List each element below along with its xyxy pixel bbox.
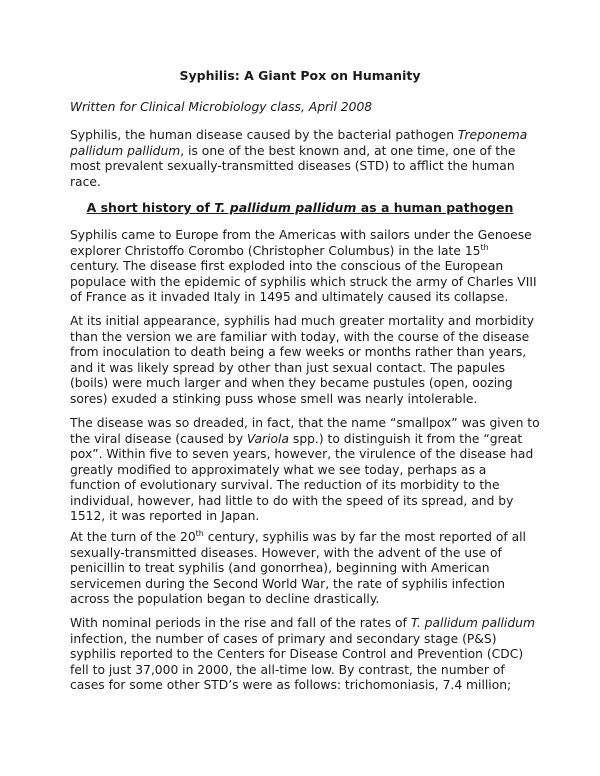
intro-paragraph: Syphilis, the human disease caused by the bacterial pathogen Treponema pallidum pallidum, is one of the best known and, at one time, one of the most prevalent sexually-transmitted diseases (STD) to afflict the human race.	[70, 128, 528, 189]
section-heading: A short history of T. pallidum pallidum as a human pathogen	[86, 200, 514, 215]
history-paragraph-2: At its initial appearance, syphilis had much greater mortality and morbidity than the version we are familiar with today, with the course of the disease from inoculation to death being a few weeks or months rather than years, and it was likely spread by other than just sexual contact. The papules (boils) were much larger and when they became pustules (open, oozing sores) exuded a stinking puss whose smell was nearly intolerable.	[70, 314, 535, 406]
history-paragraph-4: At the turn of the 20th century, syphilis was by far the most reported of all sexually-transmitted diseases. However, with the advent of the use of penicillin to treat syphilis (and gonorrhea), beginning with American servicemen during the Second World War, the rate of syphilis infection across the population began to decline drastically.	[70, 529, 526, 606]
document-subtitle: Written for Clinical Microbiology class, April 2008	[70, 100, 373, 114]
species-name: Treponema pallidum pallidum	[70, 128, 528, 158]
history-paragraph-5: With nominal periods in the rise and fall of the rates of T. pallidum pallidum infection, the number of cases of primary and secondary stage (P&S) syphilis reported to the Centers for Disease Control and Prevention (CDC) fell to just 37,000 in 2000, the all-time low. By contrast, the number of cases for some other STD’s were as follows: trichomoniasis, 7.4 million;	[70, 616, 535, 692]
history-paragraph-3: The disease was so dreaded, in fact, that the name “smallpox” was given to the viral disease (caused by Variola spp.) to distinguish it from the “great pox”. Within five to seven years, however, the virulence of the disease had greatly modified to approximately what we see today, perhaps as a function of evolutionary survival. The reduction of its morbidity to the individual, however, had little to do with the speed of its spread, and by 1512, it was reported in Japan.	[70, 416, 540, 523]
document-title: Syphilis: A Giant Pox on Humanity	[179, 68, 421, 83]
history-paragraph-1: Syphilis came to Europe from the Americas with sailors under the Genoese explorer Christoffo Corombo (Christopher Columbus) in the late 15th century. The disease first exploded into the conscious of the European populace with the epidemic of syphilis which struck the army of Charles VIII of France as it invaded Italy in 1495 and ultimately caused its collapse.	[70, 228, 537, 304]
